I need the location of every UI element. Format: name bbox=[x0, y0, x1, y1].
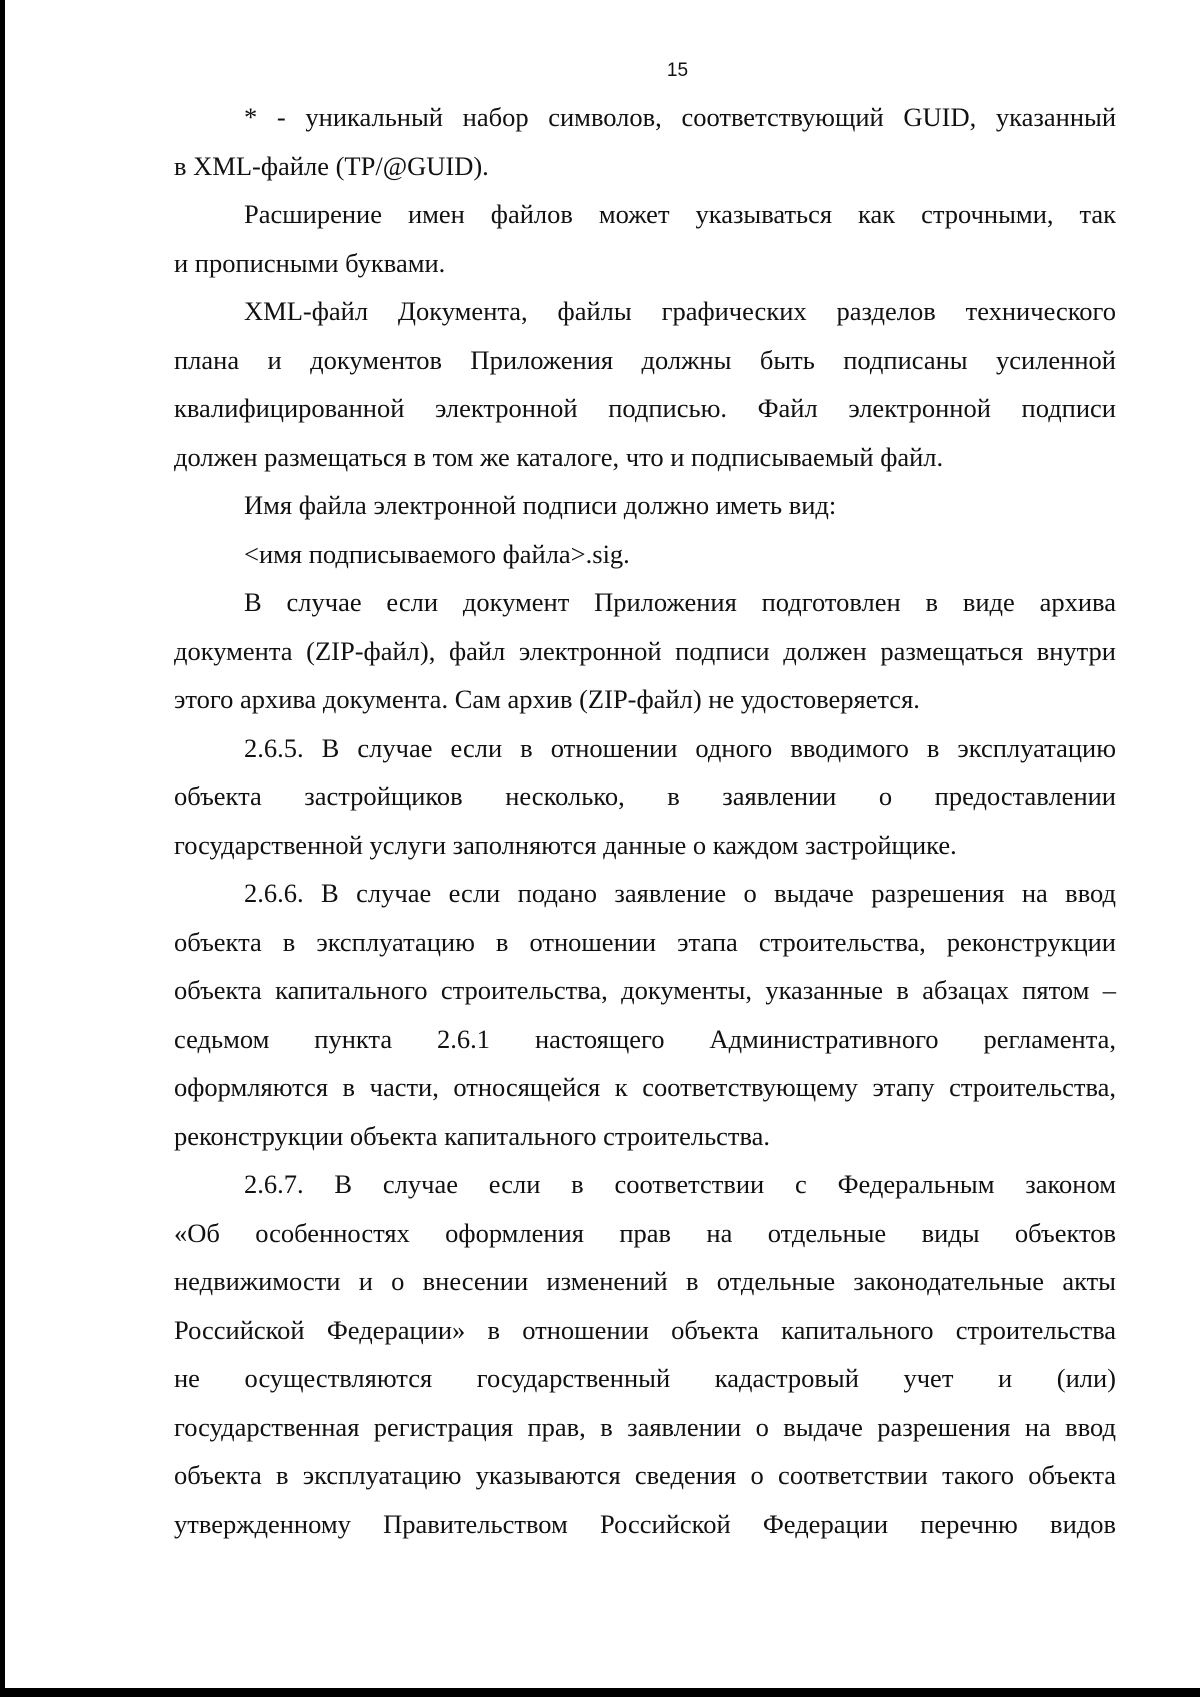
text-line: этого архива документа. Сам архив (ZIP-файл) не удостоверяется. bbox=[174, 684, 920, 714]
scan-border-left bbox=[0, 0, 5, 1697]
text-line: должен размещаться в том же каталоге, что и подписываемый файл. bbox=[174, 441, 944, 472]
text-line: объекта капитального строительства, документы, указанные в абзацах пятом – bbox=[174, 975, 1116, 1005]
text-line: объекта застройщиков несколько, в заявлении о предоставлении bbox=[174, 781, 1116, 811]
text-line: 2.6.7. В случае если в соответствии с Федеральным законом bbox=[244, 1169, 1116, 1199]
text-line: объекта в эксплуатацию в отношении этапа строительства, реконструкции bbox=[174, 926, 1116, 957]
paragraph-file-extension bbox=[174, 190, 1116, 287]
text-line: 2.6.6. В случае если подано заявление о выдаче разрешения на ввод bbox=[244, 878, 1116, 908]
text-line: * - уникальный набор символов, соответствующий GUID, указанный bbox=[244, 102, 1116, 132]
text-line: объекта в эксплуатацию указываются сведения о соответствии такого объекта bbox=[174, 1460, 1116, 1490]
page-number: 15 bbox=[666, 60, 689, 81]
text-line: «Об особенностях оформления прав на отдельные виды объектов bbox=[174, 1217, 1116, 1248]
paragraph-signature-filename bbox=[174, 481, 1116, 530]
text-line: XML-файл Документа, файлы графических разделов технического bbox=[244, 296, 1116, 326]
scan-border-bottom bbox=[0, 1688, 1200, 1697]
text-line: квалифицированной электронной подписью. Файл электронной подписи bbox=[174, 393, 1116, 423]
text-line: <имя подписываемого файла>.sig. bbox=[244, 538, 630, 569]
text-line: не осуществляются государственный кадастровый учет и (или) bbox=[174, 1363, 1116, 1393]
text-line: и прописными буквами. bbox=[174, 247, 446, 278]
text-line: плана и документов Приложения должны быть подписаны усиленной bbox=[174, 344, 1116, 375]
text-line: в XML-файле (TP/@GUID). bbox=[174, 150, 489, 181]
text-line: В случае если документ Приложения подготовлен в виде архива bbox=[244, 587, 1116, 617]
paragraph-2-6-7 bbox=[174, 1160, 1116, 1548]
text-line: 2.6.5. В случае если в отношении одного вводимого в эксплуатацию bbox=[244, 732, 1116, 763]
text-line: документа (ZIP-файл), файл электронной подписи должен размещаться внутри bbox=[174, 635, 1116, 666]
text-line: Российской Федерации» в отношении объекта капитального строительства bbox=[174, 1314, 1116, 1345]
paragraph-signature-requirement bbox=[174, 287, 1116, 481]
text-line: Расширение имен файлов может указываться как строчными, так bbox=[244, 199, 1116, 229]
text-line: государственная регистрация прав, в заявлении о выдаче разрешения на ввод bbox=[174, 1411, 1116, 1442]
paragraph-2-6-6 bbox=[174, 869, 1116, 1160]
text-line: седьмом пункта 2.6.1 настоящего Административного регламента, bbox=[174, 1023, 1116, 1054]
paragraph-guid-note bbox=[174, 93, 1116, 190]
text-line: Имя файла электронной подписи должно иметь вид: bbox=[244, 490, 837, 520]
text-line: недвижимости и о внесении изменений в отдельные законодательные акты bbox=[174, 1266, 1116, 1296]
paragraph-signature-pattern bbox=[174, 530, 1116, 579]
document-body bbox=[174, 93, 1116, 1548]
text-line: государственной услуги заполняются данные о каждом застройщике. bbox=[174, 829, 957, 860]
text-line: утвержденному Правительством Российской Федерации перечню видов bbox=[174, 1508, 1116, 1539]
text-line: реконструкции объекта капитального строительства. bbox=[174, 1120, 771, 1151]
text-line: оформляются в части, относящейся к соответствующему этапу строительства, bbox=[174, 1072, 1116, 1102]
paragraph-2-6-5 bbox=[174, 724, 1116, 870]
paragraph-zip-archive bbox=[174, 578, 1116, 724]
